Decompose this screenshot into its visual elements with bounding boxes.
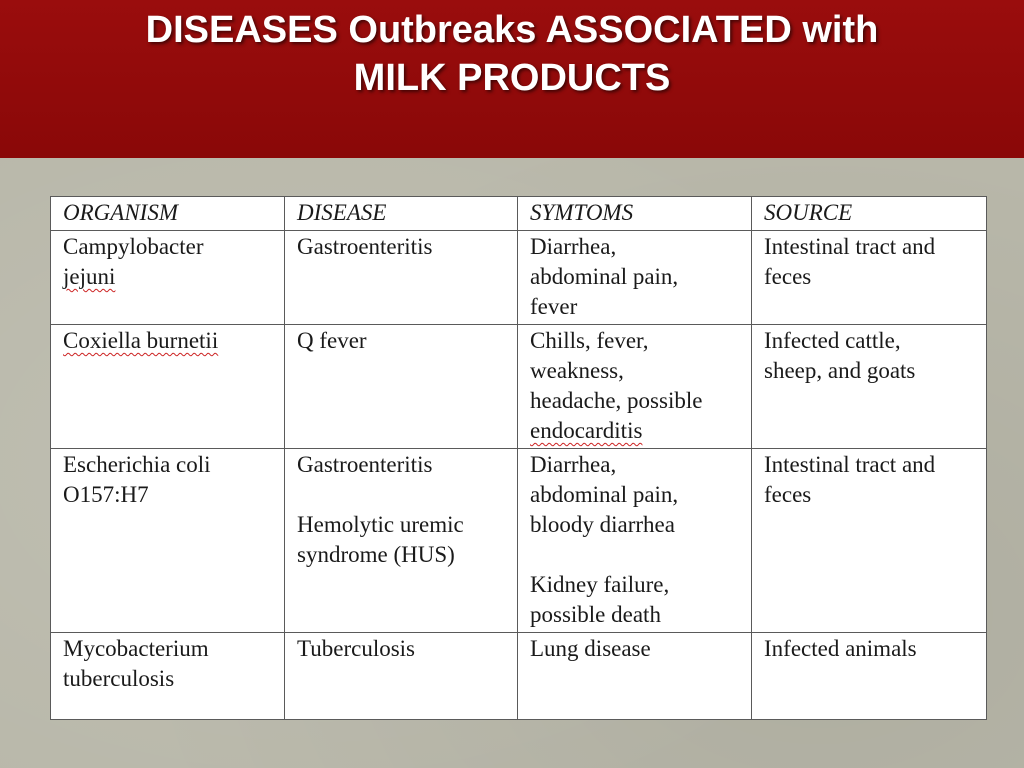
organism-cell: [51, 633, 285, 720]
disease-paragraph: [297, 450, 507, 480]
symptoms-cell: [518, 633, 752, 720]
disease-line: Gastroenteritis: [297, 234, 433, 259]
source-cell: [752, 449, 987, 633]
source-line: Infected cattle,: [764, 328, 901, 353]
organism-cell: [51, 231, 285, 325]
slide-title-line-2: MILK PRODUCTS: [353, 57, 671, 99]
title-bar: [0, 0, 1024, 158]
table-row: [51, 231, 987, 325]
symptoms-line: Diarrhea,: [530, 234, 617, 259]
disease-cell: [285, 449, 518, 633]
slide-title: [0, 6, 1024, 102]
source-line: Infected animals: [764, 636, 917, 661]
symptoms-line: abdominal pain,: [530, 482, 679, 507]
symptoms-line: headache, possible: [530, 388, 703, 413]
symptoms-line: abdominal pain,: [530, 264, 679, 289]
header-organism: ORGANISM: [51, 197, 285, 231]
table-row: [51, 449, 987, 633]
disease-line: Hemolytic uremic: [297, 512, 464, 537]
symptoms-paragraph: [530, 450, 741, 540]
symptoms-line: Chills, fever,: [530, 328, 649, 353]
source-line: sheep, and goats: [764, 358, 916, 383]
source-line: feces: [764, 264, 812, 289]
slide-title-line-1: DISEASES Outbreaks ASSOCIATED with: [145, 9, 879, 51]
table-header-row: [51, 197, 987, 231]
organism-line: Escherichia coli: [63, 452, 211, 477]
source-line: Intestinal tract and: [764, 234, 936, 259]
symptoms-line: bloody diarrhea: [530, 512, 675, 537]
disease-line: Q fever: [297, 328, 367, 353]
symptoms-cell: [518, 325, 752, 449]
disease-cell: [285, 325, 518, 449]
symptoms-cell: [518, 231, 752, 325]
disease-line: Gastroenteritis: [297, 452, 433, 477]
source-cell: [752, 231, 987, 325]
organism-line: O157:H7: [63, 482, 149, 507]
symptoms-line: Diarrhea,: [530, 452, 617, 477]
organism-cell: [51, 449, 285, 633]
source-cell: [752, 633, 987, 720]
symptoms-line: weakness,: [530, 358, 624, 383]
disease-line: syndrome (HUS): [297, 542, 455, 567]
disease-cell: [285, 231, 518, 325]
symptoms-cell: [518, 449, 752, 633]
disease-paragraph: [297, 510, 507, 570]
disease-table: [50, 196, 987, 720]
table-row: [51, 325, 987, 449]
symptoms-line: possible death: [530, 602, 661, 627]
disease-line: Tuberculosis: [297, 636, 415, 661]
header-disease: DISEASE: [285, 197, 518, 231]
header-symptoms: SYMTOMS: [518, 197, 752, 231]
symptoms-line: Kidney failure,: [530, 572, 670, 597]
organism-cell: [51, 325, 285, 449]
header-source: SOURCE: [752, 197, 987, 231]
organism-line: tuberculosis: [63, 666, 175, 691]
organism-line: Mycobacterium: [63, 636, 209, 661]
source-line: feces: [764, 482, 812, 507]
symptoms-line: endocarditis: [530, 418, 643, 443]
disease-cell: [285, 633, 518, 720]
table-container: [50, 196, 986, 720]
organism-line: jejuni: [63, 264, 116, 289]
symptoms-line: Lung disease: [530, 636, 651, 661]
source-cell: [752, 325, 987, 449]
source-line: Intestinal tract and: [764, 452, 936, 477]
table-row: [51, 633, 987, 720]
organism-line: Coxiella burnetii: [63, 328, 219, 353]
symptoms-line: fever: [530, 294, 578, 319]
organism-line: Campylobacter: [63, 234, 204, 259]
symptoms-paragraph: [530, 570, 741, 630]
